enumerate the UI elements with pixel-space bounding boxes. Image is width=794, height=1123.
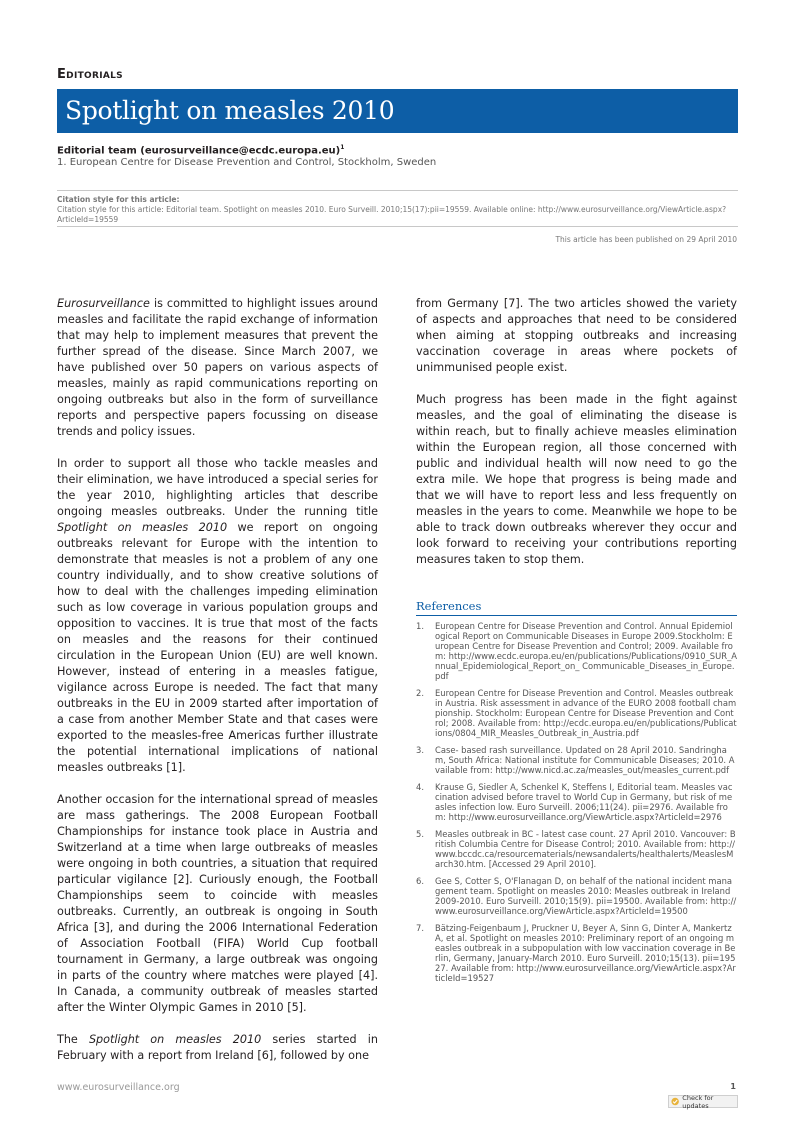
paragraph-2-text-a: In order to support all those who tackle measles and their elimination, we have introduced a special series for the year 2010, highlighting articles that describe ongoing measles outbreaks. Under the running title: [57, 457, 378, 518]
check-for-updates-badge[interactable]: [668, 1095, 738, 1108]
reference-item: [416, 688, 737, 738]
reference-item: [416, 829, 737, 869]
body-paragraph-4-start: [57, 1032, 378, 1064]
reference-item: [416, 745, 737, 775]
divider-bottom: [57, 226, 738, 227]
reference-number: 5.: [416, 829, 424, 839]
reference-text[interactable]: European Centre for Disease Prevention and Control. Annual Epidemiological Report on Communicable Diseases in Europe 2009.Stockholm: European Centre for Disease Prevention and Control; 2009. Available from: http://www.ecdc.europa.eu/en/publications/Publications/0910_SUR_Annual_Epidemiological_Report_on_ Communicable_Diseases_in_Europe.pdf: [435, 621, 737, 681]
published-date: This article has been published on 29 April 2010: [555, 235, 737, 244]
reference-item: [416, 621, 737, 681]
section-label: Editorials: [57, 67, 123, 82]
reference-text[interactable]: European Centre for Disease Prevention and Control. Measles outbreak in Austria. Risk assessment in advance of the EURO 2008 football championship. Stockholm: European Centre for Disease Prevention and Control; 2008. Available from: http://ecdc.europa.eu/en/publications/Publications/0804_MIR_Measles_Outbreak_in_Austria.pdf: [435, 688, 737, 738]
series-title-2: Spotlight on measles 2010: [88, 1033, 262, 1046]
reference-number: 1.: [416, 621, 424, 631]
reference-text[interactable]: Measles outbreak in BC - latest case count. 27 April 2010. Vancouver: British Columbia Centre for Disease Control; 2010. Available from: http://www.bccdc.ca/resourcematerials/newsandalerts/healthalerts/MeaslesMarch30.htm. [Accessed 29 April 2010].: [435, 829, 736, 869]
body-paragraph-3: Another occasion for the international spread of measles are mass gatherings. The 2008 European Football Championships for instance took place in Austria and Switzerland at a time when large outbreaks of measles were ongoing in both countries, a situation that required particular vigilance [2]. Curiously enough, the Football Championships seem to coincide with measles outbreaks. Currently, an outbreak is ongoing in South Africa [3], and during the 2006 International Federation of Association Football (FIFA) World Cup football tournament in Germany, a large outbreak was ongoing in parts of the country where matches were played [4]. In Canada, a community outbreak of measles started after the Winter Olympic Games in 2010 [5].: [57, 793, 378, 1014]
paragraph-1-text: is committed to highlight issues around measles and facilitate the rapid exchange of information that may help to implement measures that prevent the further spread of the disease. Since March 2007, we have published over 50 papers on various aspects of measles, mainly as rapid communications reporting on ongoing outbreaks but also in the form of surveillance reports and perspective papers focussing on disease trends and policy issues.: [57, 297, 378, 438]
reference-number: 6.: [416, 876, 424, 886]
reference-item: [416, 923, 737, 983]
paragraph-2-text-b: we report on ongoing outbreaks relevant for Europe with the intention to demonstrate that measles is not a problem of any one country individually, and to show creative solutions of how to deal with the challenges impeding elimination such as low coverage in various population groups and opposition to vaccines. It is true that most of the facts on measles and the reasons for their continued circulation in the European Union (EU) are well known. However, instead of entering in a measles fatigue, vigilance across Europe is needed. The fact that many outbreaks in the EU in 2009 started after importation of a case from another Member State and that cases were exported to the measles-free Americas further illustrate the potential international implications of national measles outbreaks [1].: [57, 521, 379, 774]
reference-text[interactable]: Gee S, Cotter S, O'Flanagan D, on behalf of the national incident management team. Spotlight on measles 2010: Measles outbreak in Ireland 2009-2010. Euro Surveill. 2010;15(9). pii=19500. Available from: http://www.eurosurveillance.org/ViewArticle.aspx?ArticleId=19500: [435, 876, 737, 916]
reference-number: 2.: [416, 688, 424, 698]
references-heading: References: [416, 599, 737, 616]
body-paragraph-4-cont: from Germany [7]. The two articles showed the variety of aspects and approaches that need to be considered when aiming at stopping outbreaks and increasing vaccination coverage in areas where pockets of unimmunised people exist.: [416, 297, 737, 374]
affiliation: 1. European Centre for Disease Prevention and Control, Stockholm, Sweden: [57, 157, 437, 168]
authors-text: Editorial team (eurosurveillance@ecdc.europa.eu): [57, 145, 341, 157]
journal-name: Eurosurveillance: [57, 297, 150, 310]
body-column-left: [57, 296, 378, 1080]
references-list: [416, 621, 737, 990]
reference-text[interactable]: Bätzing-Feigenbaum J, Pruckner U, Beyer A, Sinn G, Dinter A, Mankertz A, et al. Spotlight on measles 2010: Preliminary report of an ongoing measles outbreak in a subpopulation with low vaccination coverage in Berlin, Germany, January-March 2010. Euro Surveill. 2010;15(13). pii=19527. Available from: http://www.eurosurveillance.org/ViewArticle.aspx?ArticleId=19527: [435, 923, 736, 983]
reference-item: [416, 876, 737, 916]
article-title: Spotlight on measles 2010: [65, 96, 395, 125]
reference-text[interactable]: Krause G, Siedler A, Schenkel K, Steffens I, Editorial team. Measles vaccination advised before travel to World Cup in Germany, but risk of measles infection low. Euro Surveill. 2006;11(24). pii=2976. Available from: http://www.eurosurveillance.org/ViewArticle.aspx?ArticleId=2976: [435, 782, 733, 822]
reference-number: 4.: [416, 782, 424, 792]
series-title: Spotlight on measles 2010: [57, 521, 228, 534]
reference-number: 7.: [416, 923, 424, 933]
body-column-right: [416, 296, 737, 584]
page-number: 1: [730, 1082, 736, 1091]
body-paragraph-2: [57, 456, 378, 776]
footer-url[interactable]: www.eurosurveillance.org: [57, 1082, 180, 1093]
title-bar: [57, 89, 738, 133]
body-paragraph-1: [57, 296, 378, 440]
paragraph-4-text-b-part1: series started in February with a report from Ireland [6], followed by one: [57, 1033, 378, 1062]
citation-text[interactable]: Citation style for this article: Editorial team. Spotlight on measles 2010. Euro Surveill. 2010;15(17):pii=19559. Available online: http://www.eurosurveillance.org/ViewArticle.aspx?ArticleId=19559: [57, 205, 727, 224]
reference-number: 3.: [416, 745, 424, 755]
check-updates-label: Check for updates: [682, 1093, 714, 1110]
check-updates-icon: [671, 1097, 679, 1106]
reference-item: [416, 782, 737, 822]
paragraph-4-text-a: The: [57, 1033, 89, 1046]
authors-affiliation-marker: 1: [340, 144, 345, 151]
body-paragraph-5: Much progress has been made in the fight against measles, and the goal of eliminating the disease is within reach, but to finally achieve measles elimination within the European region, all those concerned with public and individual health will now need to go the extra mile. We hope that progress is being made and that we will have to report less and less frequently on measles in the years to come. Meanwhile we hope to be able to track down outbreaks wherever they occur and look forward to receiving your contributions reporting measures taken to stop them.: [416, 393, 737, 566]
divider-top: [57, 190, 738, 191]
citation-heading: Citation style for this article:: [57, 195, 180, 204]
reference-text[interactable]: Case- based rash surveillance. Updated on 28 April 2010. Sandringham, South Africa: National institute for Communicable Diseases; 2010. Available from: http://www.nicd.ac.za/measles_out/measles_current.pdf: [435, 745, 735, 775]
authors-line: [57, 144, 344, 156]
